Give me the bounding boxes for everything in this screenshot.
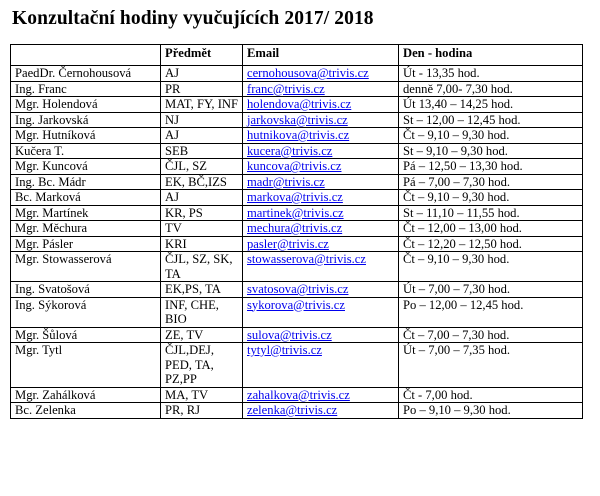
consultation-time: Čt – 7,00 – 7,30 hod. [399,327,583,343]
subjects: ČJL, SZ [161,159,243,175]
consultation-time: Út 13,40 – 14,25 hod. [399,97,583,113]
teacher-name: Mgr. Zahálková [11,387,161,403]
teacher-name: Bc. Zelenka [11,403,161,419]
consultation-time: St – 9,10 – 9,30 hod. [399,143,583,159]
table-row [11,403,583,419]
subjects: ČJL, SZ, SK, TA [161,252,243,282]
consultation-time: St – 12,00 – 12,45 hod. [399,112,583,128]
teacher-name: Mgr. Kuncová [11,159,161,175]
subjects: AJ [161,66,243,82]
email-cell [243,252,399,282]
consultation-time: Út – 7,00 – 7,30 hod. [399,282,583,298]
teacher-name: Bc. Marková [11,190,161,206]
consultation-time: Čt – 9,10 – 9,30 hod. [399,252,583,282]
email-link[interactable]: markova@trivis.cz [247,190,343,204]
consultation-time: St – 11,10 – 11,55 hod. [399,205,583,221]
table-row [11,205,583,221]
teacher-name: Mgr. Stowasserová [11,252,161,282]
teacher-name: Ing. Franc [11,81,161,97]
consultation-time: Po – 12,00 – 12,45 hod. [399,297,583,327]
subjects: TV [161,221,243,237]
email-link[interactable]: holendova@trivis.cz [247,97,352,111]
teacher-name: Ing. Bc. Mádr [11,174,161,190]
consultation-hours-table [10,44,583,419]
consultation-time: Čt – 9,10 – 9,30 hod. [399,190,583,206]
table-row [11,66,583,82]
header-subject: Předmět [161,45,243,66]
teacher-name: Mgr. Tytl [11,343,161,388]
email-link[interactable]: kucera@trivis.cz [247,143,333,158]
table-row [11,282,583,298]
table-row [11,190,583,206]
table-row [11,159,583,175]
subjects: AJ [161,128,243,144]
table-row [11,252,583,282]
email-cell [243,112,399,128]
email-cell [243,297,399,327]
teacher-name: Mgr. Martínek [11,205,161,221]
email-link[interactable]: martinek@trivis.cz [247,205,344,220]
email-link[interactable]: kuncova@trivis.cz [247,159,342,173]
email-link[interactable]: sulova@trivis.cz [247,327,332,342]
table-row [11,343,583,388]
consultation-time: Čt – 12,20 – 12,50 hod. [399,236,583,252]
email-link[interactable]: hutnikova@trivis.cz [247,128,350,142]
subjects: KR, PS [161,205,243,221]
consultation-time: Po – 9,10 – 9,30 hod. [399,403,583,419]
email-link[interactable]: madr@trivis.cz [247,174,325,189]
email-cell [243,190,399,206]
teacher-name: Mgr. Pásler [11,236,161,252]
subjects: INF, CHE, BIO [161,297,243,327]
email-link[interactable]: cernohousova@trivis.cz [247,66,369,80]
subjects: PR, RJ [161,403,243,419]
email-link[interactable]: franc@trivis.cz [247,81,325,96]
email-cell [243,205,399,221]
table-row [11,297,583,327]
subjects: MA, TV [161,387,243,403]
table-row [11,236,583,252]
teacher-name: Mgr. Holendová [11,97,161,113]
subjects: AJ [161,190,243,206]
table-row [11,387,583,403]
email-cell [243,221,399,237]
subjects: KRI [161,236,243,252]
email-cell [243,282,399,298]
consultation-time: Čt – 12,00 – 13,00 hod. [399,221,583,237]
email-cell [243,128,399,144]
subjects: NJ [161,112,243,128]
table-row [11,112,583,128]
email-link[interactable]: svatosova@trivis.cz [247,282,349,296]
consultation-time: Út - 13,35 hod. [399,66,583,82]
consultation-time: Čt - 7,00 hod. [399,387,583,403]
page-title: Konzultační hodiny vyučujících 2017/ 2018 [12,8,374,29]
consultation-time: Út – 7,00 – 7,35 hod. [399,343,583,388]
email-link[interactable]: tytyl@trivis.cz [247,343,322,357]
email-cell [243,327,399,343]
teacher-name: Kučera T. [11,143,161,159]
email-cell [243,81,399,97]
email-link[interactable]: mechura@trivis.cz [247,221,343,235]
subjects: PR [161,81,243,97]
subjects: EK,PS, TA [161,282,243,298]
email-cell [243,159,399,175]
email-cell [243,97,399,113]
table-body [11,66,583,419]
table-header-row [11,45,583,66]
teacher-name: Ing. Sýkorová [11,297,161,327]
consultation-time: Pá – 12,50 – 13,30 hod. [399,159,583,175]
email-cell [243,66,399,82]
email-link[interactable]: stowasserova@trivis.cz [247,252,366,266]
teacher-name: PaedDr. Černohousová [11,66,161,82]
table-row [11,97,583,113]
header-teacher [11,45,161,66]
consultation-time: Čt – 9,10 – 9,30 hod. [399,128,583,144]
email-link[interactable]: zahalkova@trivis.cz [247,387,350,402]
email-link[interactable]: zelenka@trivis.cz [247,403,338,417]
email-cell [243,403,399,419]
subjects: ZE, TV [161,327,243,343]
teacher-name: Mgr. Šůlová [11,327,161,343]
teacher-name: Ing. Svatošová [11,282,161,298]
email-cell [243,387,399,403]
email-cell [243,236,399,252]
email-cell [243,174,399,190]
subjects: EK, BČ,IZS [161,174,243,190]
email-link[interactable]: sykorova@trivis.cz [247,297,345,312]
email-cell [243,143,399,159]
subjects: SEB [161,143,243,159]
header-email: Email [243,45,399,66]
table-row [11,327,583,343]
email-link[interactable]: jarkovska@trivis.cz [247,112,348,127]
consultation-time: denně 7,00- 7,30 hod. [399,81,583,97]
table-row [11,143,583,159]
subjects: ČJL,DEJ, PED, TA, PZ,PP [161,343,243,388]
email-cell [243,343,399,388]
teacher-name: Mgr. Měchura [11,221,161,237]
teacher-name: Mgr. Hutníková [11,128,161,144]
table-row [11,221,583,237]
header-day-hour: Den - hodina [399,45,583,66]
table-row [11,128,583,144]
table-row [11,81,583,97]
email-link[interactable]: pasler@trivis.cz [247,236,329,251]
table-row [11,174,583,190]
subjects: MAT, FY, INF [161,97,243,113]
teacher-name: Ing. Jarkovská [11,112,161,128]
consultation-time: Pá – 7,00 – 7,30 hod. [399,174,583,190]
